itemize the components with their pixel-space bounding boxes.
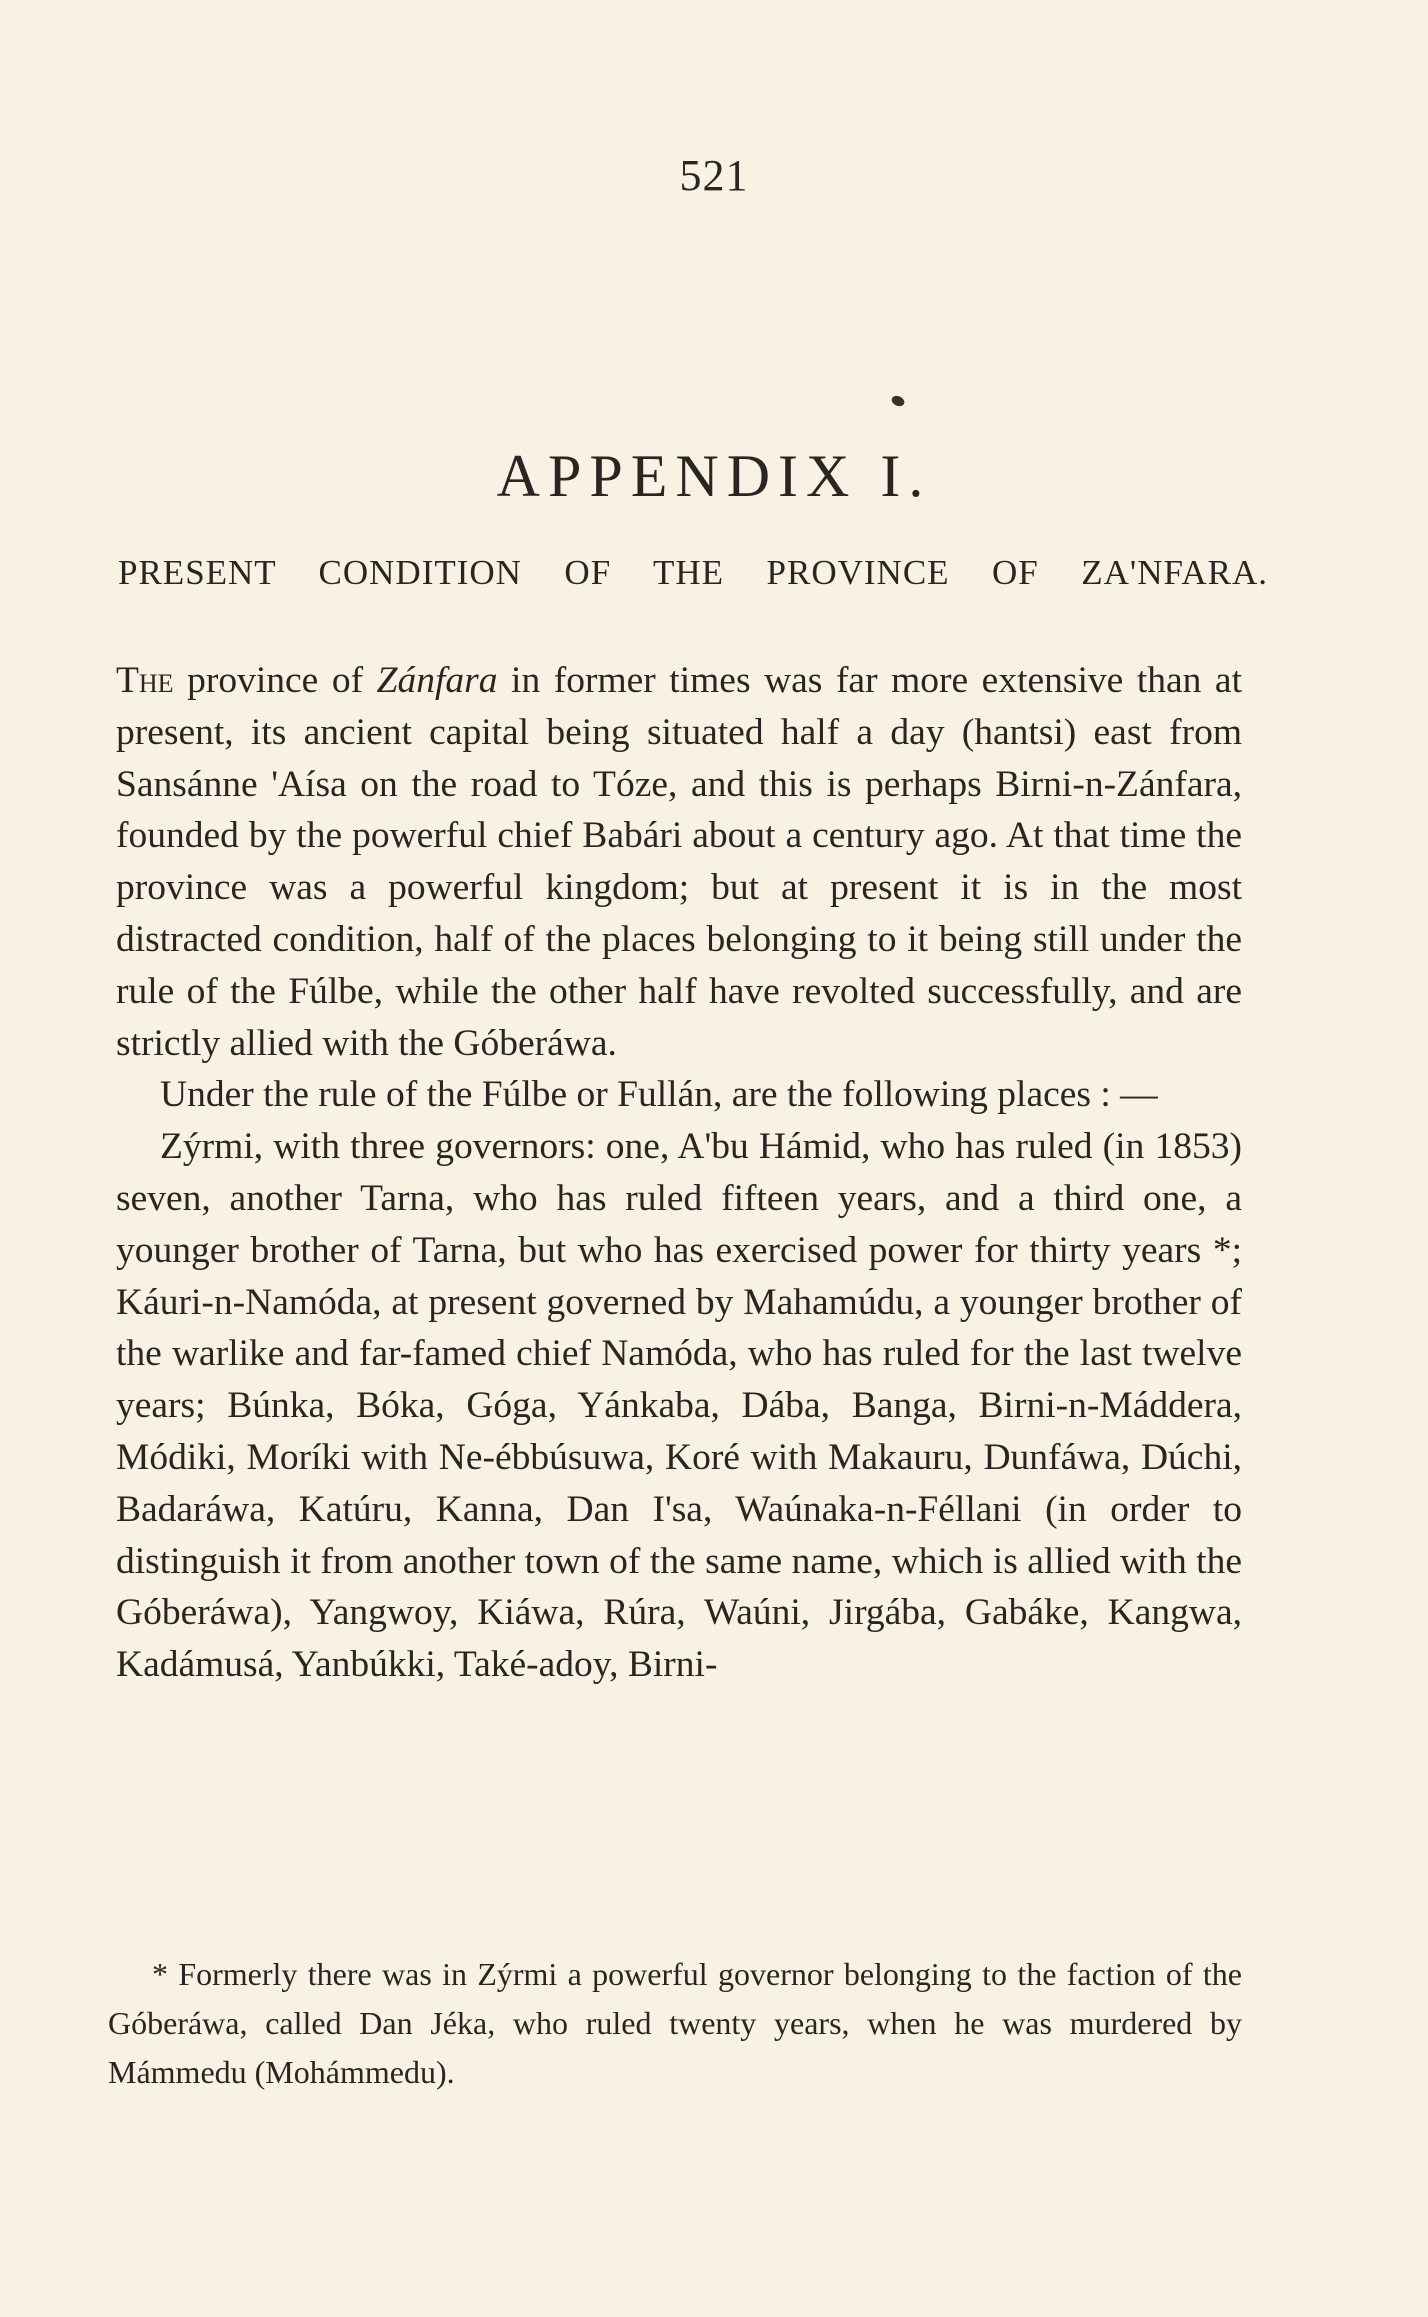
page-number: 521 [679,151,749,200]
drop-lead-word: The [116,660,174,701]
body-text [116,655,1242,1691]
appendix-title: APPENDIX I. [496,443,932,509]
ink-mark [890,394,906,408]
place-name: Zánfara [376,660,498,701]
paragraph-2: Under the rule of the Fúlbe or Fullán, are the following places : — [160,1074,1158,1116]
paragraph-1-text-b: in former times was far more extensive than at present, its ancient capital being situated half a day (hantsi) east from Sansánne 'Aísa on the road to Tóze, and this is perhaps Birni-n-Zánfara, founded by the powerful chief Babári about a century ago. At that time the province was a powerful kingdom; but at present it is in the most distracted condition, half of the places belonging to it being still under the rule of the Fúlbe, while the other half have revolted successfully, and are strictly allied with the Góberáwa. [116,660,1242,1064]
paragraph-1 [116,655,1242,1069]
footnote: * Formerly there was in Zýrmi a powerful governor belonging to the faction of the Góberáwa, called Dan Jéka, who ruled twenty years, when he was murdered by Mámmedu (Mohámmedu). [108,1956,1242,2090]
section-subtitle: PRESENT CONDITION OF THE PROVINCE OF ZA'NFARA. [118,553,1268,592]
paragraph-1-text-a: province of [173,660,377,701]
paragraph-3: Zýrmi, with three governors: one, A'bu Hámid, who has ruled (in 1853) seven, another Tarna, who has ruled fifteen years, and a third one, a younger brother of Tarna, but who has exercised power for thirty years *; Káuri-n-Namóda, at present governed by Mahamúdu, a younger brother of the warlike and far-famed chief Namóda, who has ruled for the last twelve years; Búnka, Bóka, Góga, Yánkaba, Dába, Banga, Birni-n-Máddera, Módiki, Moríki with Ne-ébbúsuwa, Koré with Makauru, Dunfáwa, Dúchi, Badaráwa, Katúru, Kanna, Dan I'sa, Waúnaka-n-Féllani (in order to distinguish it from another town of the same name, which is allied with the Góberáwa), Yangwoy, Kiáwa, Rúra, Waúni, Jirgába, Gabáke, Kangwa, Kadámusá, Yanbúkki, Také-adoy, Birni- [116,1126,1242,1686]
